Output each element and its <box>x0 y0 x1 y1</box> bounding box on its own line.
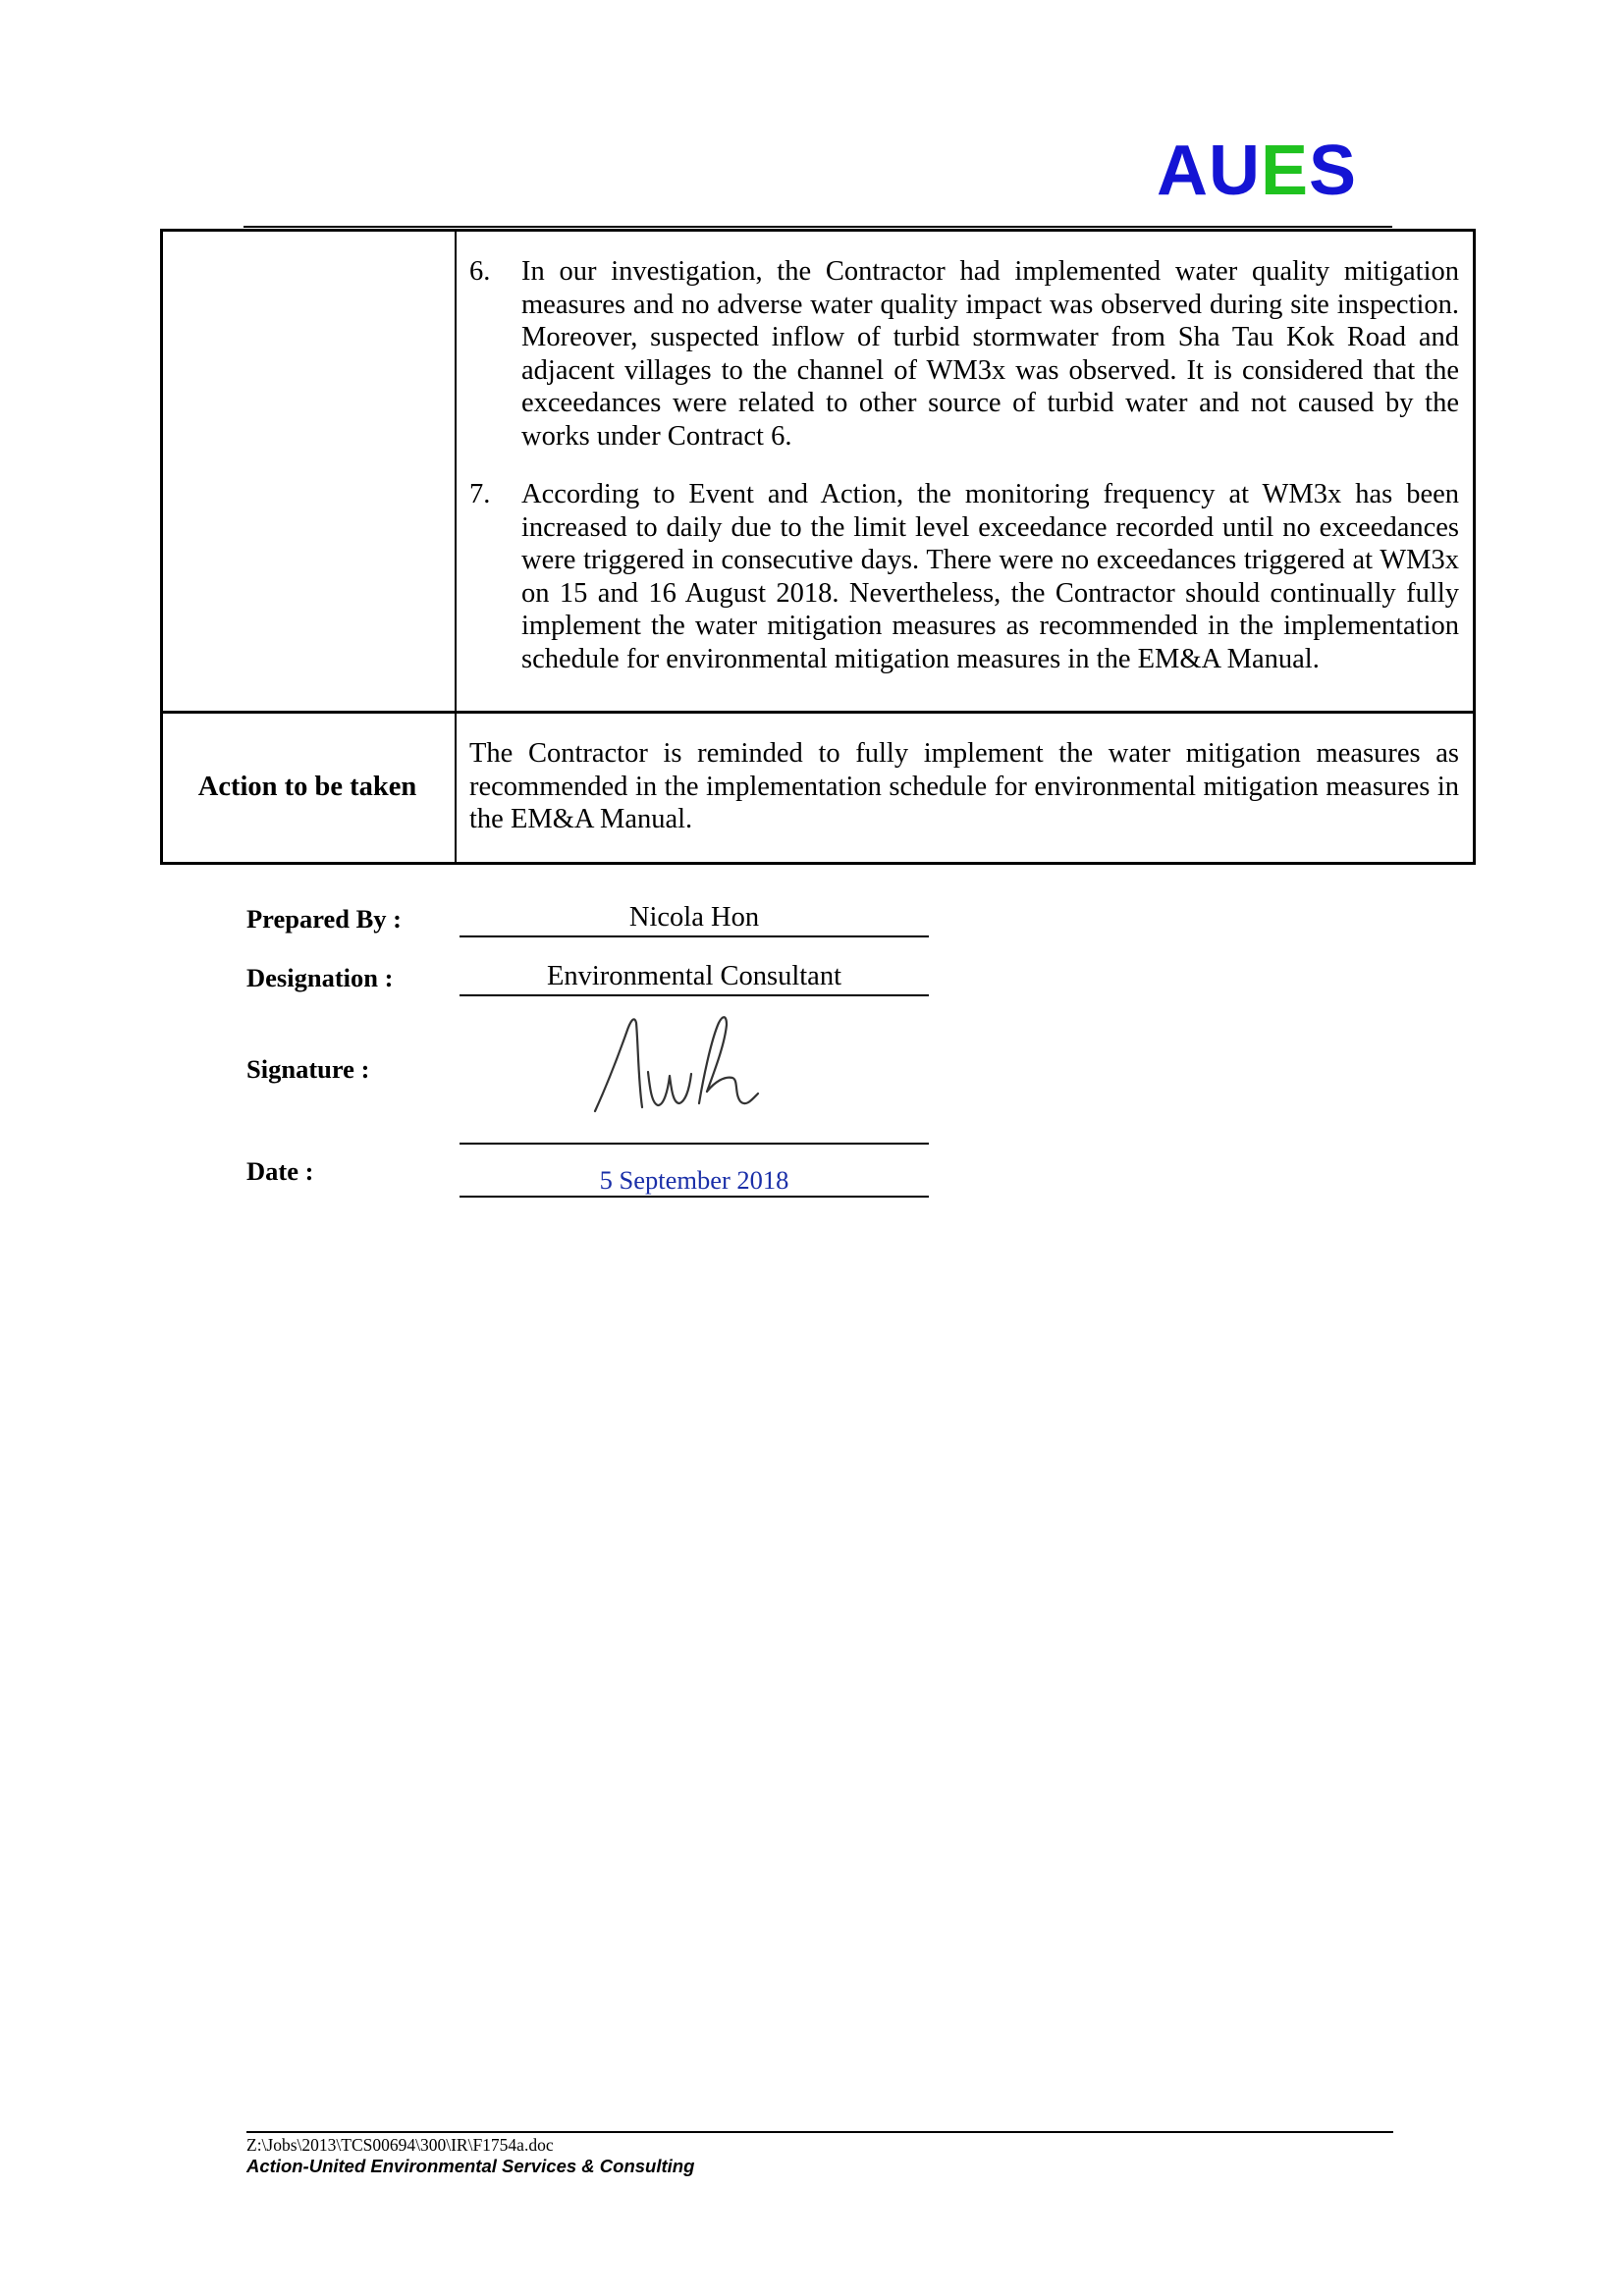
list-item <box>469 255 1459 453</box>
list-item-text: In our investigation, the Contractor had implemented water quality mitigation measures and no adverse water quality impact was observed during site inspection. Moreover, suspected inflow of turbid stormwater from Sha Tau Kok Road and adjacent villages to the channel of WM3x was observed. It is considered that the exceedances were related to other source of turbid water and not caused by the works under Contract 6. <box>521 256 1459 452</box>
list-item-text: According to Event and Action, the monitoring frequency at WM3x has been increased to daily due to the limit level exceedance recorded until no exceedances were triggered in consecutive days. There were no exceedances triggered at WM3x on 15 and 16 August 2018. Nevertheless, the Contractor should continually fully implement the water mitigation measures as recommended in the implementation schedule for environmental mitigation measures in the EM&A Manual. <box>521 479 1459 674</box>
header-rule <box>244 226 1392 228</box>
designation-value: Environmental Consultant <box>546 961 841 991</box>
signature-label: Signature : <box>246 1054 370 1084</box>
signature-image <box>587 1001 813 1119</box>
designation-line <box>460 994 929 996</box>
action-text: The Contractor is reminded to fully implement the water mitigation measures as recommended in the implementation schedule for environmental mitigation measures in the EM&A Manual. <box>469 738 1459 834</box>
date-label: Date : <box>246 1156 314 1186</box>
list-item-number: 6. <box>469 256 491 287</box>
footer-organization: Action-United Environmental Services & Consulting <box>246 2156 695 2176</box>
action-label: Action to be taken <box>197 772 417 802</box>
table-row-divider <box>160 711 1476 714</box>
date-value: 5 September 2018 <box>599 1165 789 1195</box>
footer-file-path: Z:\Jobs\2013\TCS00694\300\IR\F1754a.doc <box>246 2135 554 2155</box>
signature-line <box>460 1143 929 1145</box>
table-column-divider <box>455 229 457 865</box>
prepared-by-value: Nicola Hon <box>628 902 760 933</box>
prepared-by-line <box>460 935 929 937</box>
list-item <box>469 478 1459 675</box>
prepared-by-label: Prepared By : <box>246 904 403 934</box>
date-line <box>460 1196 929 1198</box>
logo-part-s: S <box>1309 132 1358 210</box>
aues-logo <box>1157 132 1358 210</box>
logo-part-au: AU <box>1157 132 1261 210</box>
designation-label: Designation : <box>246 963 394 992</box>
logo-part-e: E <box>1261 132 1310 210</box>
list-item-number: 7. <box>469 479 491 509</box>
footer-rule <box>246 2131 1393 2133</box>
